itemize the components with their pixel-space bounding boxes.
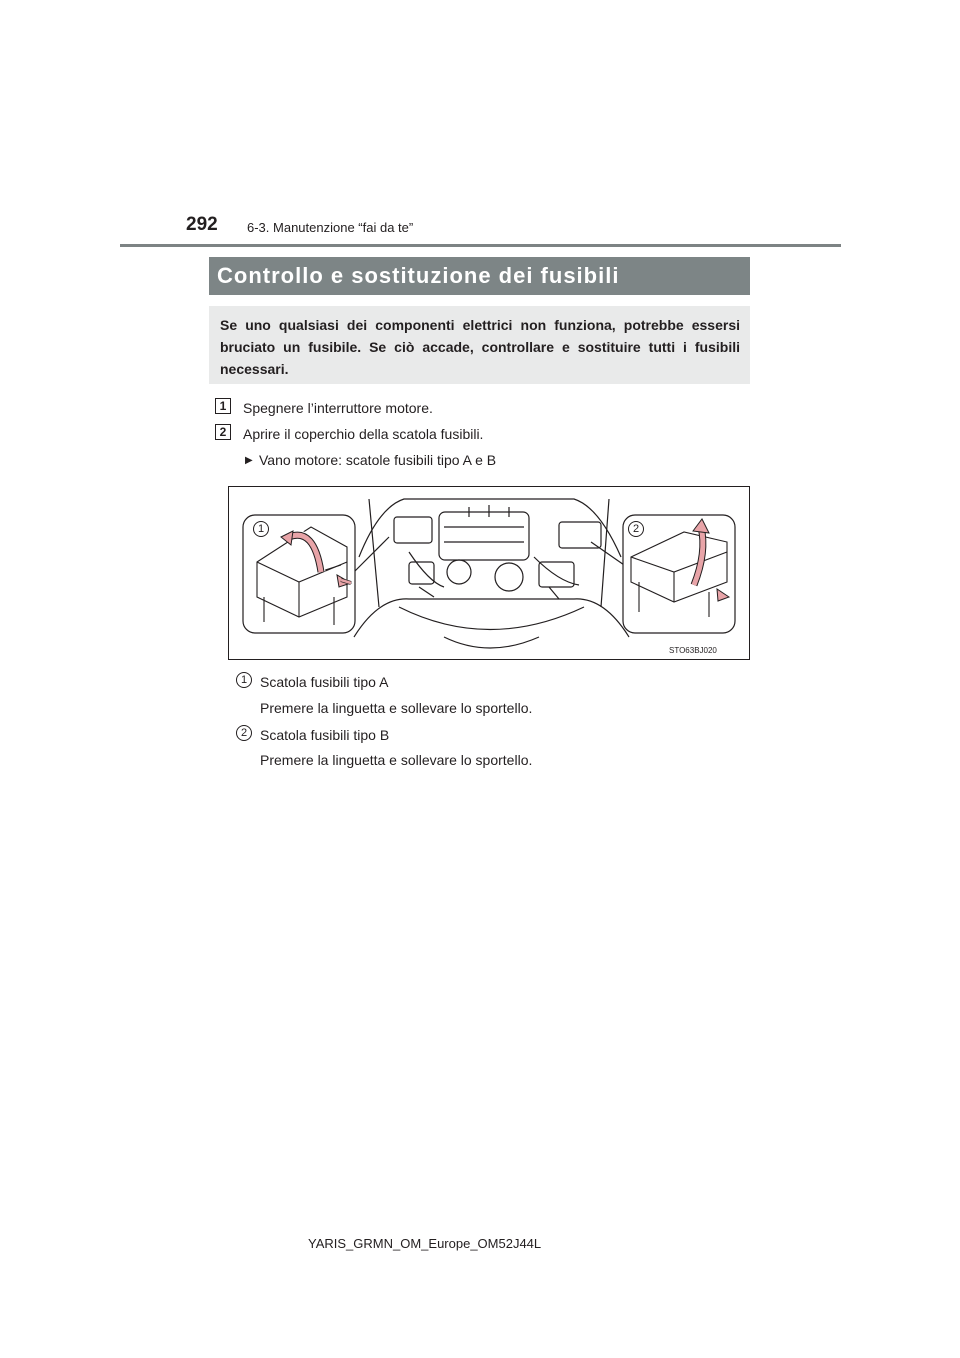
step-text-2: Aprire il coperchio della scatola fusibili. [243,426,484,442]
footer-code: YARIS_GRMN_OM_Europe_OM52J44L [308,1236,542,1251]
bullet-arrow-icon: ▶ [245,455,253,466]
item-desc-2: Premere la linguetta e sollevare lo sportello. [260,752,533,768]
item-title-2: Scatola fusibili tipo B [260,727,390,743]
engine-compartment-figure [228,486,750,660]
bullet-text: Vano motore: scatole fusibili tipo A e B [259,452,497,468]
callout-2: 2 [628,521,644,537]
section-reference: 6-3. Manutenzione “fai da te” [247,220,414,235]
item-desc-1: Premere la linguetta e sollevare lo sportello. [260,700,533,716]
item-title-1: Scatola fusibili tipo A [260,674,389,690]
section-title: Controllo e sostituzione dei fusibili [209,257,750,295]
callout-1: 1 [253,521,269,537]
page-number: 292 [186,214,218,235]
figure-code: STO63BJ020 [669,646,717,655]
intro-box [209,306,750,384]
engine-illustration [229,487,749,659]
step-number-1: 1 [215,398,231,414]
step-number-2: 2 [215,424,231,440]
item-number-1: 1 [236,672,252,688]
header-rule [120,244,841,247]
intro-text: Se uno qualsiasi dei componenti elettrici non funziona, potrebbe essersi bruciato un fusibile. Se ciò accade, controllare e sostituire tutti i fusibili necessari. [220,317,740,377]
item-number-2: 2 [236,725,252,741]
step-text-1: Spegnere l’interruttore motore. [243,400,433,416]
